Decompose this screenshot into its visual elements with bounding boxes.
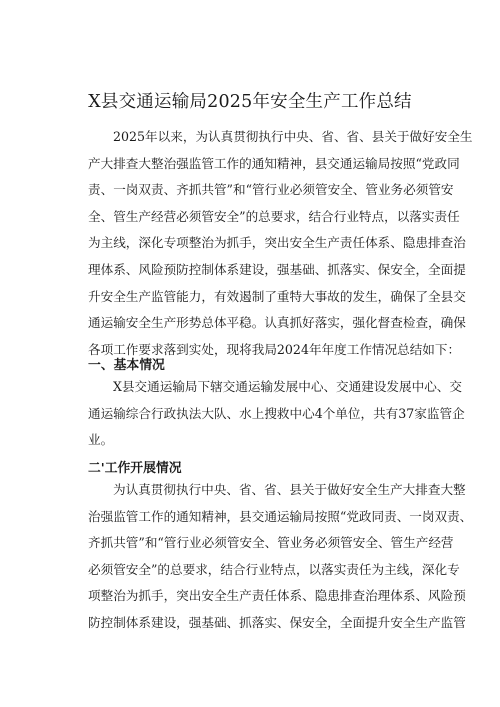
document-title: X县交通运输局2025年安全生产工作总结 — [88, 92, 412, 112]
paragraph-line: 各项工作要求落到实处，现将我局2024年年度工作情况总结如下： — [88, 341, 461, 357]
paragraph-line: 升安全生产监管能力，有效遏制了重特大事故的发生，确保了全县交 — [88, 288, 466, 304]
paragraph-line: 齐抓共管”和“管行业必须管安全、管业务必须管安全、管生产经营 — [88, 535, 454, 551]
paragraph-line: 责、一岗双责、齐抓共管”和“管行业必须管安全、管业务必须管安 — [88, 182, 454, 198]
paragraph-line: 为认真贯彻执行中央、省、省、县关于做好安全生产大排查大整 — [113, 482, 466, 497]
paragraph-line: 理体系、风险预防控制体系建设，强基础、抓落实、保安全，全面提 — [88, 261, 466, 277]
paragraph-line: 防控制体系建设，强基础、抓落实、保安全，全面提升安全生产监管 — [88, 614, 466, 630]
paragraph-line: 通运输综合行政执法大队、水上搜救中心4个单位，共有37家监管企 — [88, 405, 465, 421]
paragraph-line: 通运输安全生产形势总体平稳。认真抓好落实，强化督查检查，确保 — [88, 315, 466, 331]
section-heading-basic: 一、基本情况 — [88, 358, 165, 373]
paragraph-line: 为主线，深化专项整治为抓手，突出安全生产责任体系、隐患排查治 — [88, 235, 466, 251]
paragraph-line: X县交通运输局下辖交通运输发展中心、交通建设发展中心、交 — [113, 379, 462, 394]
paragraph-line: 2025年以来，为认真贯彻执行中央、省、省、县关于做好安全生 — [113, 129, 473, 144]
paragraph-line: 治强监管工作的通知精神，县交通运输局按照“党政同责、一岗双责、 — [88, 508, 473, 524]
section-heading-work: 二'工作开展情况 — [88, 461, 182, 476]
paragraph-line: 产大排查大整治强监管工作的通知精神，县交通运输局按照“党政同 — [88, 155, 460, 171]
intro-paragraph — [88, 124, 473, 363]
paragraph-line: 项整治为抓手，突出安全生产责任体系、隐患排查治理体系、风险预 — [88, 588, 466, 604]
section2-paragraph — [88, 477, 473, 637]
section1-paragraph — [88, 374, 465, 454]
paragraph-line: 全、管生产经营必须管安全”的总要求，结合行业特点，以落实责任 — [88, 208, 460, 224]
paragraph-line: 必须管安全”的总要求，结合行业特点，以落实责任为主线，深化专 — [88, 561, 460, 577]
paragraph-line: 业。 — [88, 432, 114, 448]
